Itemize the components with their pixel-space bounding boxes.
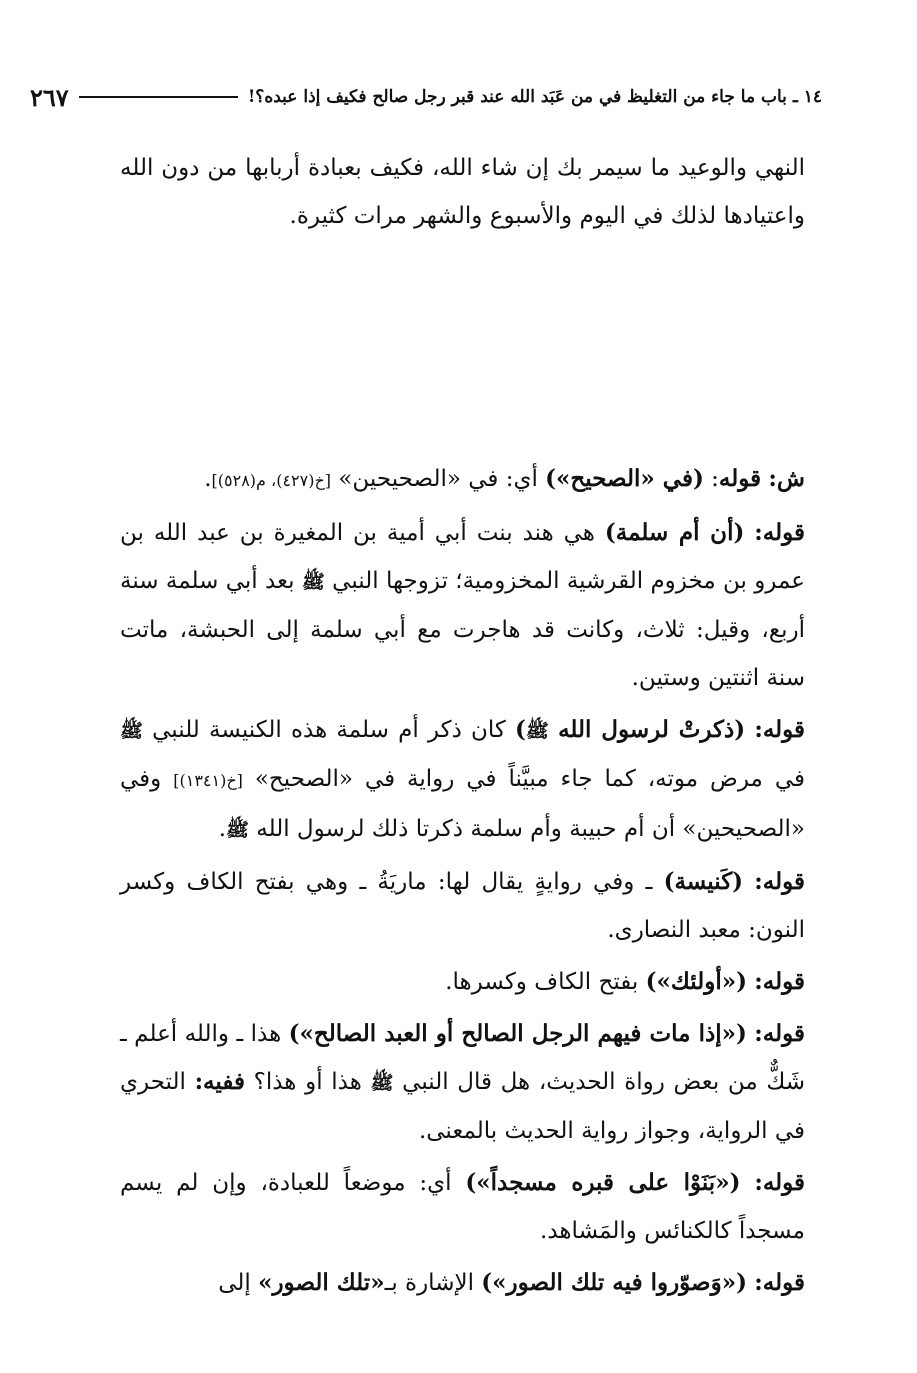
hadith-reference: [خ(٤٢٧)، م(٥٢٨)] — [211, 471, 332, 490]
chapter-title: ١٤ ـ باب ما جاء من التغليظ في من عَبَد الله عند قبر رجل صالح فكيف إذا عبده؟! — [247, 87, 822, 107]
commentary-paragraph-4 — [120, 858, 805, 954]
header-rule — [79, 96, 238, 98]
paragraph-text-continued: وفي «الصحيحين» أن أم حبيبة وأم سلمة ذكرتا ذلك لرسول الله — [120, 766, 805, 842]
commentary-paragraph-2 — [120, 509, 805, 702]
qawluhu-keyword: قوله: — [754, 519, 805, 546]
quoted-phrase: («بَنَوْا على قبره مسجداً») — [465, 1169, 741, 1196]
paragraph-text-continued: هذا أو هذا؟ — [253, 1069, 362, 1095]
commentary-section — [120, 455, 805, 1311]
qawluhu-keyword: قوله — [718, 465, 762, 492]
paragraph-text: بفتح الكاف وكسرها. — [445, 969, 639, 995]
paragraph-text-continued: التحري في الرواية، وجواز رواية الحديث بالمعنى. — [120, 1069, 805, 1144]
paragraph-text-continued: بعد أبي سلمة سنة أربع، وقيل: ثلاث، وكانت قد هاجرت مع أبي سلمة إلى الحبشة، ماتت سنة اثنتين وستين. — [120, 568, 805, 691]
quoted-phrase: («وَصوّروا فيه تلك الصور») — [481, 1269, 747, 1296]
commentary-paragraph-1: ش: قوله: (في «الصحيح») أي: في «الصحيحين» [خ(٤٢٧)، م(٥٢٨)]. — [204, 465, 805, 492]
salawat-ligature-icon: ﷺ — [370, 1072, 394, 1094]
qawluhu-keyword: قوله: — [754, 1020, 806, 1047]
quoted-phrase: («أولئك») — [645, 968, 747, 995]
paragraph-text: هي هند بنت أبي أمية بن المغيرة بن عبد الله بن عمرو بن مخزوم القرشية المخزومية؛ تزوجها النبي — [120, 520, 806, 594]
quoted-phrase: (أن أم سلمة) — [604, 519, 745, 546]
qawluhu-keyword: قوله: — [754, 716, 806, 743]
paragraph-text: الإشارة بـ — [384, 1270, 474, 1296]
salawat-ligature-icon: ﷺ — [226, 819, 249, 841]
end-mark: . — [218, 816, 226, 842]
paragraph-text: كان ذكر أم سلمة هذه الكنيسة للنبي — [152, 717, 506, 743]
salawat-ligature-icon: ﷺ — [120, 720, 143, 742]
quoted-phrase: (ذكرتْ لرسول الله — [558, 716, 746, 743]
quoted-phrase: (كَنيسة) — [663, 868, 744, 895]
salawat-ligature-icon: ﷺ — [525, 720, 549, 742]
intro-paragraph — [120, 144, 805, 244]
hadith-reference: [خ(١٣٤١)] — [173, 771, 243, 790]
commentary-paragraph-6 — [120, 1010, 805, 1155]
intro-text: النهي والوعيد ما سيمر بك إن شاء الله، فكيف بعبادة أربابها من دون الله واعتيادها لذلك في اليوم والأسبوع والشهر مرات كثيرة. — [120, 155, 805, 229]
commentary-paragraph-5 — [120, 958, 805, 1006]
end-mark: . — [204, 466, 212, 492]
commentary-paragraph-8 — [120, 1259, 805, 1307]
running-header — [30, 80, 822, 114]
page-number: ٢٦٧ — [30, 82, 69, 112]
qawluhu-keyword: قوله: — [754, 1269, 805, 1296]
paragraph-text-continued: إلى — [218, 1270, 251, 1296]
sharh-label: ش: — [768, 465, 805, 492]
fafihi-keyword: ففيه: — [194, 1068, 245, 1095]
quote-close: ) — [515, 716, 526, 743]
quoted-phrase: («إذا مات فيهم الرجل الصالح أو العبد الصالح») — [288, 1020, 747, 1047]
paragraph-text: أي: في «الصحيحين» — [338, 466, 538, 492]
commentary-paragraph-7 — [120, 1159, 805, 1255]
paragraph-text: أي: موضعاً للعبادة، وإن لم يسم مسجداً كالكنائس والمَشاهد. — [120, 1170, 805, 1244]
paragraph-text: ـ وفي روايةٍ يقال لها: ماريَةُ ـ وهي بفتح الكاف وكسر النون: معبد النصارى. — [120, 869, 805, 943]
qawluhu-keyword: قوله: — [754, 1169, 806, 1196]
qawluhu-keyword: قوله: — [754, 868, 805, 895]
qawluhu-keyword: قوله: — [754, 968, 805, 995]
salawat-ligature-icon: ﷺ — [301, 571, 325, 593]
commentary-paragraph-3 — [120, 706, 805, 854]
quoted-phrase-secondary: «تلك الصور» — [258, 1269, 385, 1296]
paragraph-text: هذا ـ والله أعلم ـ شَكٌّ من بعض رواة الحديث، هل قال النبي — [120, 1021, 806, 1095]
paragraph-text-continued: في مرض موته، كما جاء مبيَّناً في رواية في «الصحيح» — [254, 766, 805, 792]
quoted-phrase: (في «الصحيح») — [545, 465, 704, 492]
